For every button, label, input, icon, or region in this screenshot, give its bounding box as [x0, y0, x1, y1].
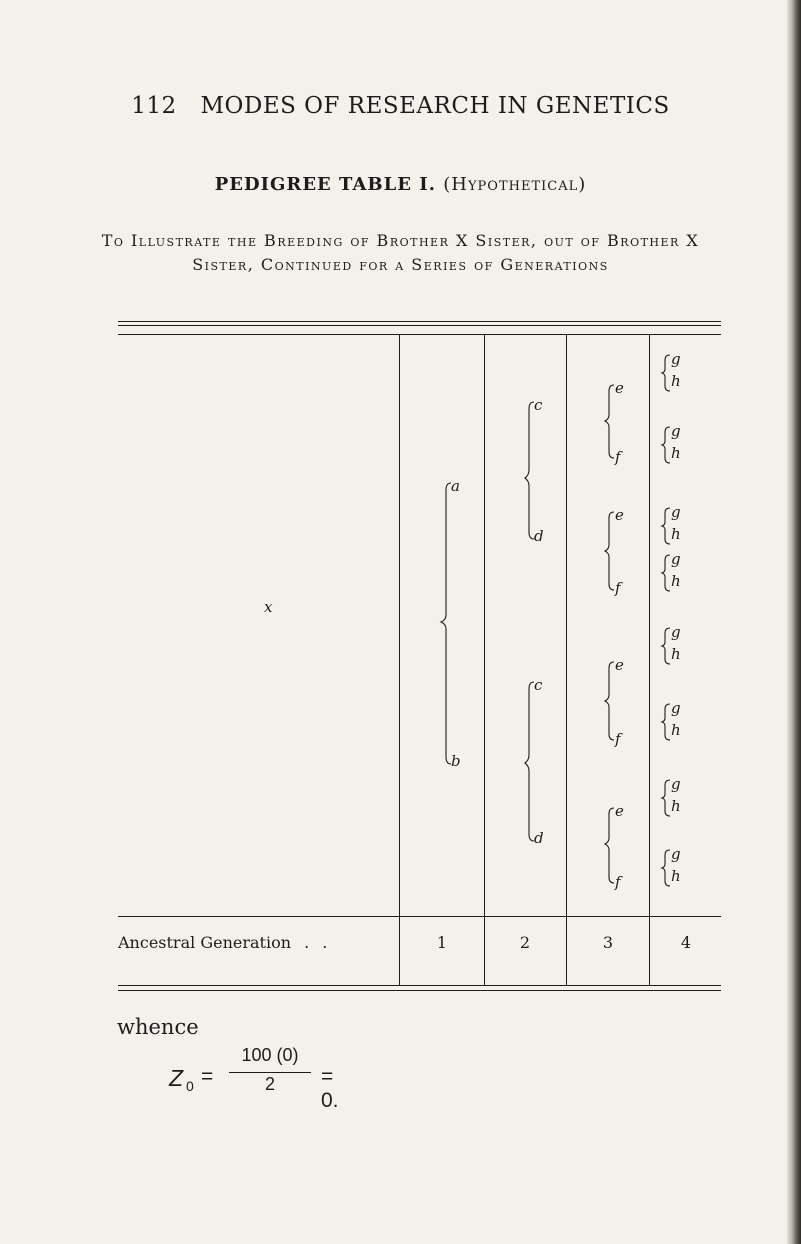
- gen3-label: f: [615, 873, 621, 891]
- ancestral-generation-label: [118, 933, 331, 952]
- generation-number: 4: [680, 933, 692, 952]
- gen1-label: a: [451, 477, 460, 495]
- gen4-label: h: [671, 721, 681, 739]
- gen4-label: g: [671, 550, 681, 568]
- gen4-label: g: [671, 699, 681, 717]
- equals-sign: =: [201, 1065, 214, 1088]
- gen3-label: e: [615, 802, 624, 820]
- gen2-label: c: [534, 676, 543, 694]
- generation-number: 1: [436, 933, 448, 952]
- gen3-label: e: [615, 506, 624, 524]
- equation-result: = 0.: [321, 1065, 339, 1112]
- gen2-label: c: [534, 396, 543, 414]
- pedigree-root: x: [264, 598, 273, 616]
- equation-lhs: Z: [169, 1065, 184, 1091]
- table-subtitle: To Illustrate the Breeding of Brother X Sister, out of Brother X Sister, Continued for a Series of Generations: [101, 231, 700, 274]
- gen4-label: g: [671, 775, 681, 793]
- generation-number: 3: [602, 933, 614, 952]
- gen4-label: h: [671, 372, 681, 390]
- page-number: 112: [131, 93, 177, 119]
- gen4-label: h: [671, 444, 681, 462]
- gen4-label: g: [671, 623, 681, 641]
- fraction-bar: [229, 1072, 311, 1073]
- gen3-label: f: [615, 579, 621, 597]
- generation-number: 2: [519, 933, 531, 952]
- gen1-label: b: [451, 752, 461, 770]
- gen3-label: f: [615, 730, 621, 748]
- ancestral-generation-text: Ancestral Generation: [118, 933, 292, 952]
- gen3-label: f: [615, 448, 621, 466]
- gen2-label: d: [534, 829, 544, 847]
- gen4-label: g: [671, 845, 681, 863]
- equation-subscript: 0: [186, 1078, 194, 1094]
- gen4-label: h: [671, 572, 681, 590]
- gen4-label: g: [671, 350, 681, 368]
- table-title-sub: (Hypothetical): [443, 174, 587, 195]
- gen4-label: h: [671, 645, 681, 663]
- gen3-label: e: [615, 379, 624, 397]
- body-text-whence: whence: [117, 1015, 199, 1039]
- gen4-label: h: [671, 525, 681, 543]
- equation-numerator: 100 (0): [241, 1045, 299, 1065]
- gen4-label: h: [671, 797, 681, 815]
- gen4-label: g: [671, 422, 681, 440]
- gen4-label: g: [671, 503, 681, 521]
- gen3-label: e: [615, 656, 624, 674]
- table-title-main: PEDIGREE TABLE I.: [214, 174, 436, 195]
- running-title: MODES OF RESEARCH IN GENETICS: [200, 93, 670, 119]
- generation-4-brackets: [662, 355, 670, 886]
- leader-dots: . .: [304, 933, 332, 952]
- equation-denominator: 2: [264, 1074, 275, 1094]
- gen2-label: d: [534, 527, 544, 545]
- gen4-label: h: [671, 867, 681, 885]
